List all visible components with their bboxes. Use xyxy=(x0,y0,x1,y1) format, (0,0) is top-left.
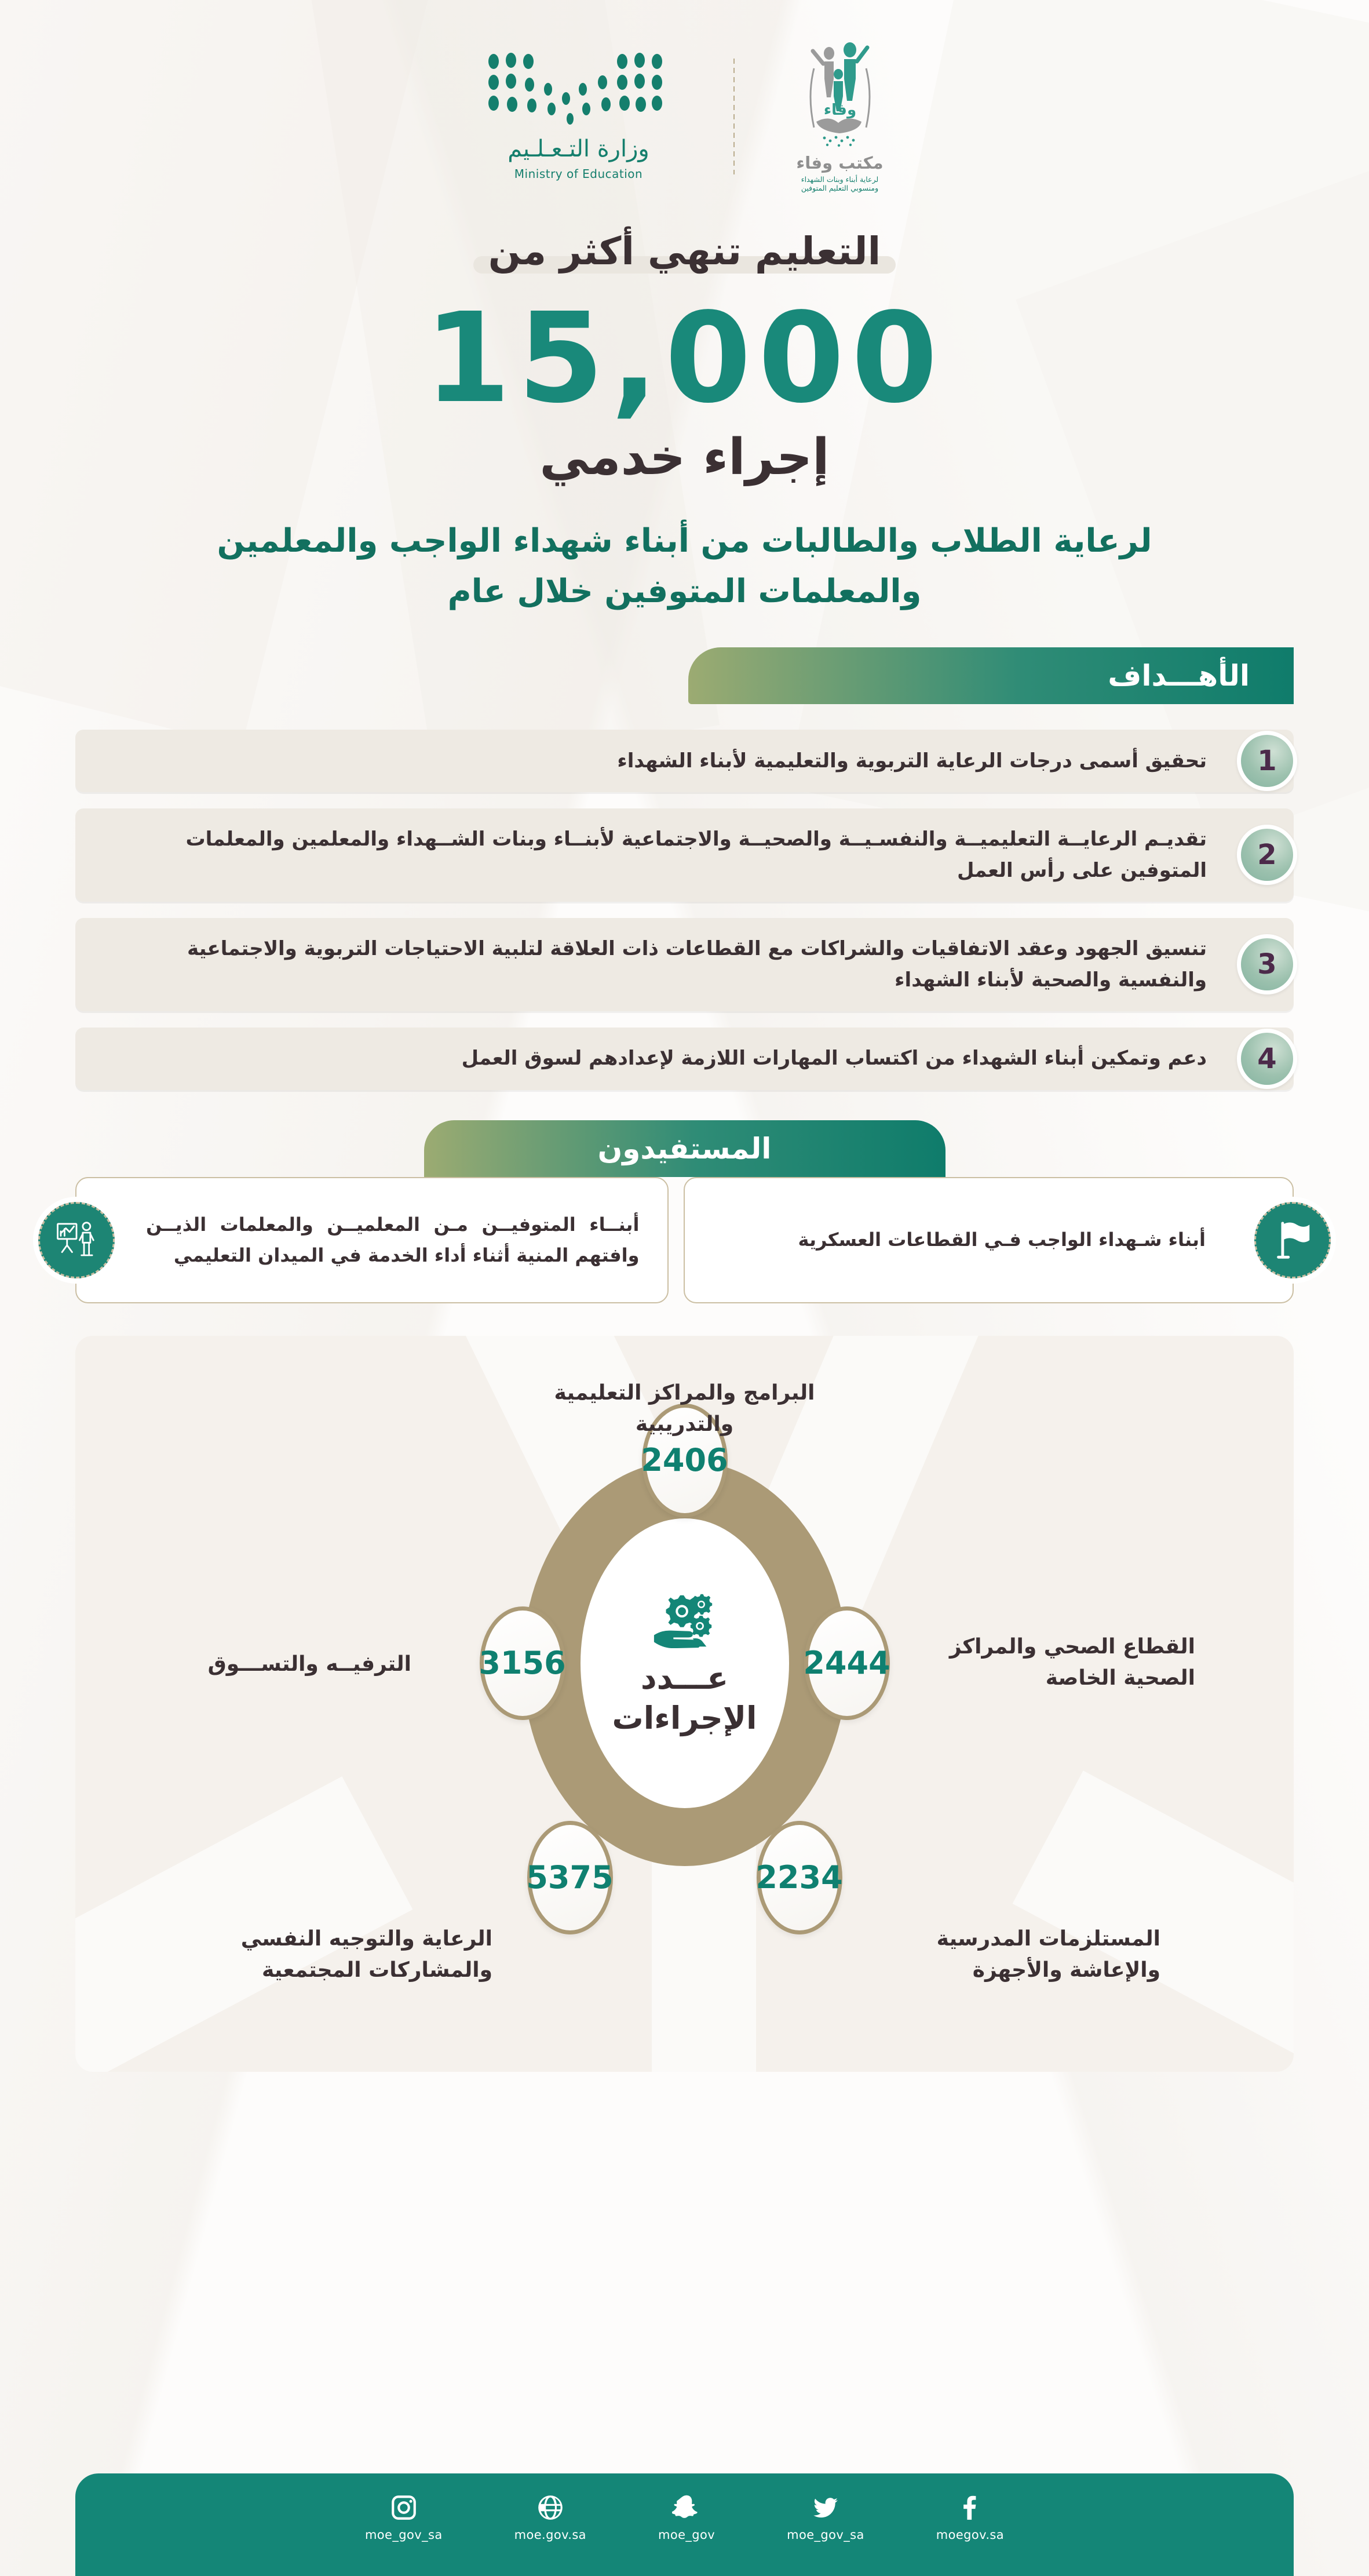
svg-text:وفاء: وفاء xyxy=(823,101,856,119)
header-logos xyxy=(0,0,1369,192)
goals-section-banner xyxy=(688,647,1294,704)
goals-list xyxy=(75,730,1294,1090)
goal-text: تحقيق أسمى درجات الرعاية التربوية والتعليمية لأبناء الشهداء xyxy=(617,749,1207,773)
wafa-emblem-icon xyxy=(797,41,884,151)
donut-node-bottom-right[interactable]: 2234 xyxy=(757,1821,842,1934)
instagram-icon xyxy=(389,2493,418,2522)
twitter-icon xyxy=(811,2493,840,2522)
goal-text: دعم وتمكين أبناء الشهداء من اكتساب المهارات اللازمة لإعدادهم لسوق العمل xyxy=(461,1047,1207,1070)
social-footer xyxy=(75,2473,1294,2576)
goal-item[interactable] xyxy=(75,918,1294,1011)
social-handle: moe_gov xyxy=(658,2528,715,2542)
chart-label-right: القطاع الصحي والمراكز الصحية الخاصة xyxy=(949,1634,1195,1690)
chart-label-top: البرامج والمراكز التعليمية والتدريبية xyxy=(554,1380,815,1436)
goal-number-badge: 3 xyxy=(1237,934,1297,994)
beneficiary-text: أبناء شـهداء الواجب فـي القطاعات العسكرية xyxy=(798,1229,1206,1251)
procedures-chart-panel xyxy=(75,1336,1294,2072)
goal-pill xyxy=(75,730,1294,792)
social-handle: moe.gov.sa xyxy=(514,2528,586,2542)
social-link-website[interactable] xyxy=(514,2493,586,2542)
wafa-logo-sub2: ومنسوبي التعليم المتوفين xyxy=(801,184,879,192)
social-link-twitter[interactable] xyxy=(787,2493,864,2542)
goal-pill xyxy=(75,1028,1294,1090)
goal-pill xyxy=(75,808,1294,902)
donut-node-left[interactable]: 3156 xyxy=(480,1606,565,1720)
goal-number-badge: 2 xyxy=(1237,825,1297,885)
chart-ray xyxy=(1013,1770,1294,2072)
social-link-instagram[interactable] xyxy=(365,2493,443,2542)
moe-name-arabic: وزارة التـعـلـيم xyxy=(508,136,649,162)
donut-node-bottom-left[interactable]: 5375 xyxy=(527,1821,613,1934)
procedures-donut xyxy=(479,1442,890,1896)
hero-big-number: 15,000 xyxy=(424,286,945,431)
goals-banner-title: الأهـــداف xyxy=(1108,658,1250,693)
goal-text: تنسيق الجهود وعقد الاتفاقيات والشراكات مع القطاعات ذات العلاقة لتلبية الاحتياجات التربوية والاجتماعية والنفسية والصحية لأبناء الشهداء xyxy=(187,937,1207,992)
facebook-icon xyxy=(955,2493,984,2522)
ministry-of-education-logo xyxy=(454,52,703,181)
presentation-teacher-icon xyxy=(38,1202,115,1278)
logo-divider xyxy=(733,59,735,174)
social-handle: moegov.sa xyxy=(936,2528,1005,2542)
flag-icon xyxy=(1254,1202,1331,1278)
donut-node-top[interactable]: 2406 xyxy=(642,1404,728,1517)
beneficiaries-banner-wrap xyxy=(0,1120,1369,1177)
chart-label-bottom-right: المستلزمات المدرسية والإعاشة والأجهزة xyxy=(936,1926,1160,1982)
goal-text: تقديـم الرعايــة التعليميــة والنفسـيــة والصحيــة والاجتماعية لأبنــاء وبنات الشــهداء والمعلمين والمعلمات المتوفين على رأس العمل xyxy=(185,827,1207,883)
goals-banner-wrap xyxy=(0,647,1369,704)
beneficiary-text: أبنــاء المتوفيــن مـن المعلميــن والمعلمات الذيــن وافتهم المنية أثناء أداء الخدمة في الميدان التعليمي xyxy=(146,1213,640,1266)
hero-description: لرعاية الطلاب والطالبات من أبناء شهداء الواجب والمعلمين والمعلمات المتوفين خلال عام xyxy=(217,522,1152,611)
beneficiaries-banner-title: المستفيدون xyxy=(597,1131,772,1165)
wafa-office-logo xyxy=(765,41,915,192)
goal-number-badge: 1 xyxy=(1237,731,1297,791)
presentation-teacher-icon-glyph xyxy=(54,1218,99,1263)
beneficiary-card-teachers[interactable] xyxy=(75,1177,669,1303)
goal-pill xyxy=(75,918,1294,1011)
globe-icon xyxy=(536,2493,565,2522)
hand-gears-icon xyxy=(651,1590,719,1648)
hero-unit-label: إجراء خدمي xyxy=(539,428,830,486)
social-link-facebook[interactable] xyxy=(936,2493,1004,2542)
donut-node-right[interactable]: 2444 xyxy=(804,1606,890,1720)
goal-item[interactable] xyxy=(75,808,1294,902)
beneficiaries-cards xyxy=(75,1177,1294,1303)
chart-label-bottom-left: الرعاية والتوجيه النفسي والمشاركات المجتمعية xyxy=(240,1926,492,1982)
flag-icon-glyph xyxy=(1270,1218,1315,1263)
hero-kicker: التعليم تنهي أكثر من xyxy=(473,226,896,279)
donut-center xyxy=(581,1518,789,1808)
moe-name-english: Ministry of Education xyxy=(514,167,643,181)
social-handle: moe_gov_sa xyxy=(364,2528,443,2542)
beneficiaries-section-banner xyxy=(424,1120,945,1177)
goal-item[interactable] xyxy=(75,1028,1294,1090)
goal-number-badge: 4 xyxy=(1237,1029,1297,1089)
snapchat-icon xyxy=(672,2493,701,2522)
beneficiary-card-military[interactable] xyxy=(684,1177,1294,1303)
social-link-snapchat[interactable] xyxy=(658,2493,715,2542)
moe-palm-dots-icon xyxy=(483,52,674,127)
donut-center-line2: الإجراءات xyxy=(612,1699,757,1736)
wafa-logo-name: مكتب وفاء xyxy=(796,153,884,173)
wafa-logo-sub1: لرعاية أبناء وبنات الشهداء xyxy=(801,175,879,184)
goal-item[interactable] xyxy=(75,730,1294,792)
social-handle: moe_gov_sa xyxy=(787,2528,864,2542)
donut-center-line1: عـــدد xyxy=(640,1659,729,1696)
chart-label-left: الترفيــه والتســـوق xyxy=(207,1652,411,1676)
hero-section xyxy=(0,226,1369,617)
